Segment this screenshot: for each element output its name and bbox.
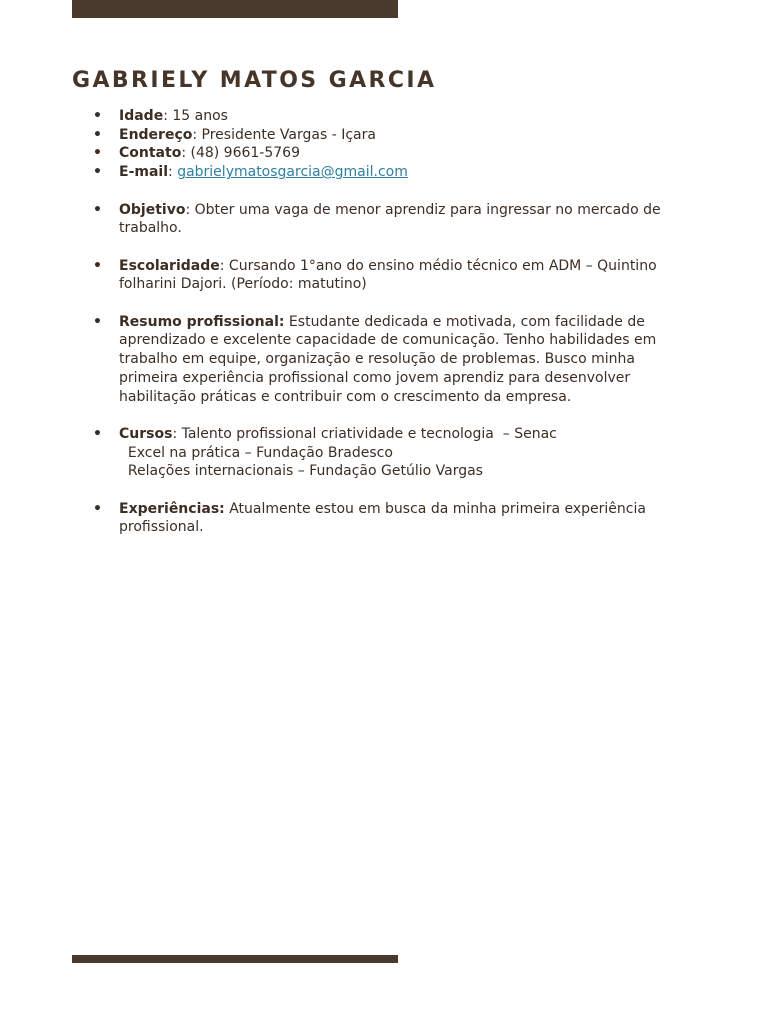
bullet-icon: • bbox=[93, 257, 102, 274]
bullet-icon: • bbox=[93, 164, 102, 181]
contact-value: : (48) 9661-5769 bbox=[181, 145, 300, 162]
list-item-education bbox=[72, 257, 682, 294]
age-label: Idade bbox=[119, 108, 164, 124]
objective-label: Objetivo bbox=[119, 201, 186, 218]
summary-label: Resumo profissional: bbox=[119, 313, 285, 330]
list-item-summary bbox=[72, 313, 682, 407]
course-1: : Talento profissional criatividade e tecnologia – Senac bbox=[172, 425, 557, 442]
resume-content bbox=[72, 107, 682, 537]
list-item-address bbox=[72, 126, 682, 145]
objective-section bbox=[72, 201, 682, 238]
address-label: Endereço bbox=[119, 126, 193, 143]
experience-label: Experiências: bbox=[119, 500, 225, 517]
bullet-icon: • bbox=[93, 145, 102, 162]
experience-section bbox=[72, 500, 682, 537]
list-item-courses bbox=[72, 425, 682, 481]
bullet-icon: • bbox=[93, 500, 102, 517]
course-3: Relações internacionais – Fundação Getúlio Vargas bbox=[119, 463, 483, 480]
contact-label: Contato bbox=[119, 145, 182, 162]
experience-text: Atualmente estou em busca da minha primeira experiência profissional. bbox=[119, 500, 646, 536]
summary-text: Estudante dedicada e motivada, com facilidade de aprendizado e excelente capacidade de comunicação. Tenho habilidades em trabalho em equipe, organização e resolução de problemas. Busco minha primeira experiência profissional como jovem aprendiz para desenvolver habilitação práticas e contribuir com o crescimento da empresa. bbox=[119, 313, 657, 405]
summary-section bbox=[72, 313, 682, 407]
address-value: : Presidente Vargas - Içara bbox=[192, 126, 376, 143]
bottom-accent-bar bbox=[72, 955, 398, 963]
top-accent-bar bbox=[72, 0, 398, 18]
bullet-icon: • bbox=[93, 126, 102, 143]
age-value: : 15 anos bbox=[163, 108, 228, 124]
personal-info-list bbox=[72, 107, 682, 182]
education-label: Escolaridade bbox=[119, 257, 220, 274]
email-label: E-mail bbox=[119, 164, 169, 181]
list-item-experience bbox=[72, 500, 682, 537]
bullet-icon: • bbox=[93, 313, 102, 330]
candidate-name: GABRIELY MATOS GARCIA bbox=[72, 68, 437, 93]
email-link[interactable]: gabrielymatosgarcia@gmail.com bbox=[177, 164, 408, 181]
bullet-icon: • bbox=[93, 108, 102, 124]
bullet-icon: • bbox=[93, 201, 102, 218]
objective-text: : Obter uma vaga de menor aprendiz para ingressar no mercado de trabalho. bbox=[119, 201, 661, 237]
courses-label: Cursos bbox=[119, 425, 173, 442]
courses-section bbox=[72, 425, 682, 481]
course-2: Excel na prática – Fundação Bradesco bbox=[119, 444, 393, 461]
email-separator: : bbox=[168, 164, 178, 181]
education-text: : Cursando 1°ano do ensino médio técnico em ADM – Quintino folharini Dajori. (Período: matutino) bbox=[119, 257, 657, 293]
list-item-age bbox=[72, 107, 682, 126]
list-item-contact bbox=[72, 144, 682, 163]
bullet-icon: • bbox=[93, 425, 102, 442]
education-section bbox=[72, 257, 682, 294]
list-item-email bbox=[72, 163, 682, 182]
list-item-objective bbox=[72, 201, 682, 238]
